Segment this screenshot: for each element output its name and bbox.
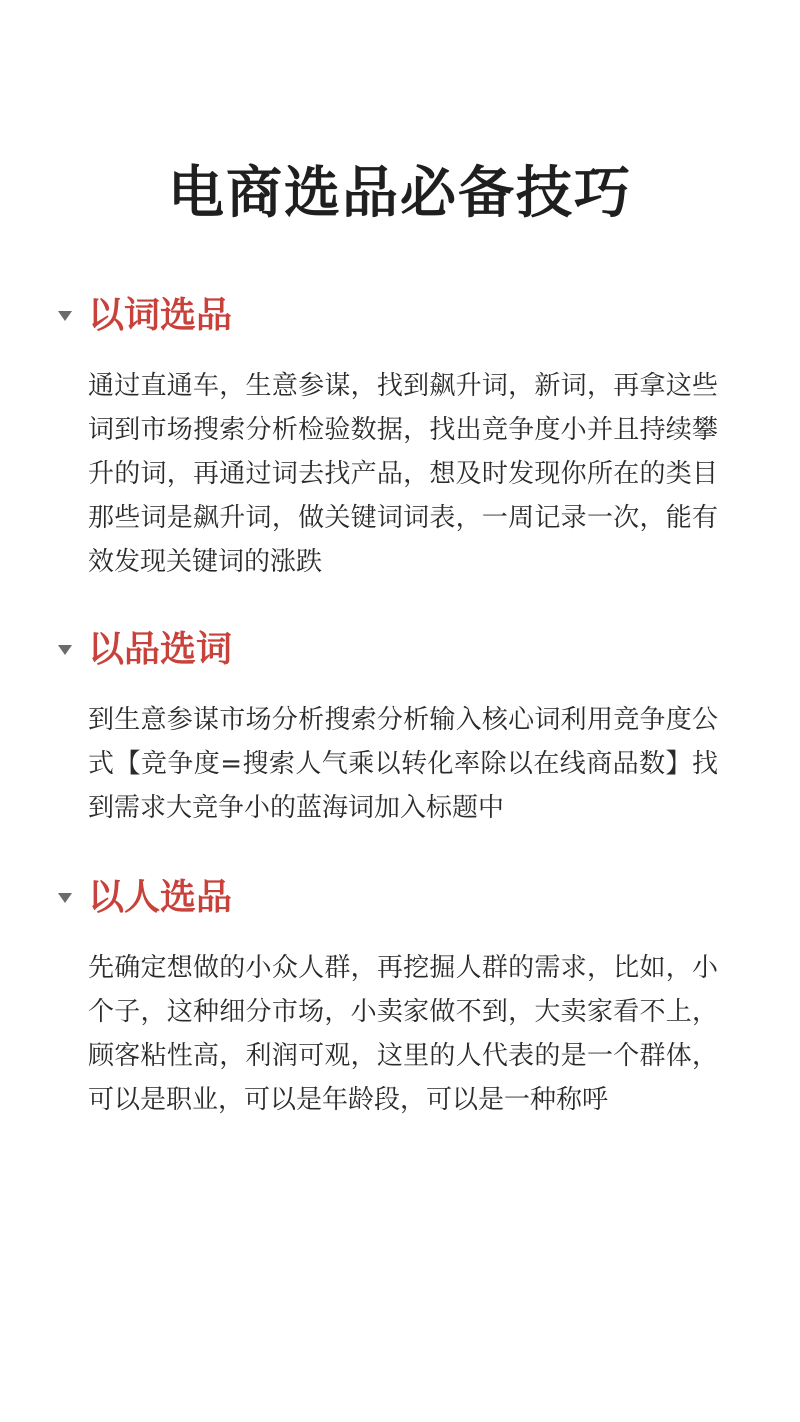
collapse-triangle-icon[interactable]	[56, 307, 74, 325]
collapse-triangle-icon[interactable]	[56, 641, 74, 659]
section-body: 到生意参谋市场分析搜索分析输入核心词利用竞争度公式【竞争度=搜索人气乘以转化率除以在线商品数】找到需求大竞争小的蓝海词加入标题中	[88, 705, 718, 823]
section-people-to-product	[56, 870, 746, 1122]
page-title: 电商选品必备技巧	[168, 161, 632, 226]
collapse-triangle-icon[interactable]	[56, 889, 74, 907]
section-heading: 以词选品	[88, 295, 233, 336]
section-body: 先确定想做的小众人群，再挖掘人群的需求，比如，小个子，这种细分市场，小卖家做不到，大卖家看不上，顾客粘性高，利润可观，这里的人代表的是一个群体，可以是职业，可以是年龄段，可以是一种称呼	[88, 953, 718, 1115]
section-header[interactable]	[56, 870, 746, 926]
section-word-to-product	[56, 288, 746, 584]
section-heading: 以人选品	[88, 877, 233, 918]
section-body: 通过直通车，生意参谋，找到飙升词，新词，再拿这些词到市场搜索分析检验数据，找出竞争度小并且持续攀升的词，再通过词去找产品，想及时发现你所在的类目那些词是飙升词，做关键词词表，一周记录一次，能有效发现关键词的涨跌	[88, 371, 718, 577]
section-heading: 以品选词	[88, 629, 233, 670]
section-header[interactable]	[56, 622, 746, 678]
section-product-to-word	[56, 622, 746, 830]
section-header[interactable]	[56, 288, 746, 344]
